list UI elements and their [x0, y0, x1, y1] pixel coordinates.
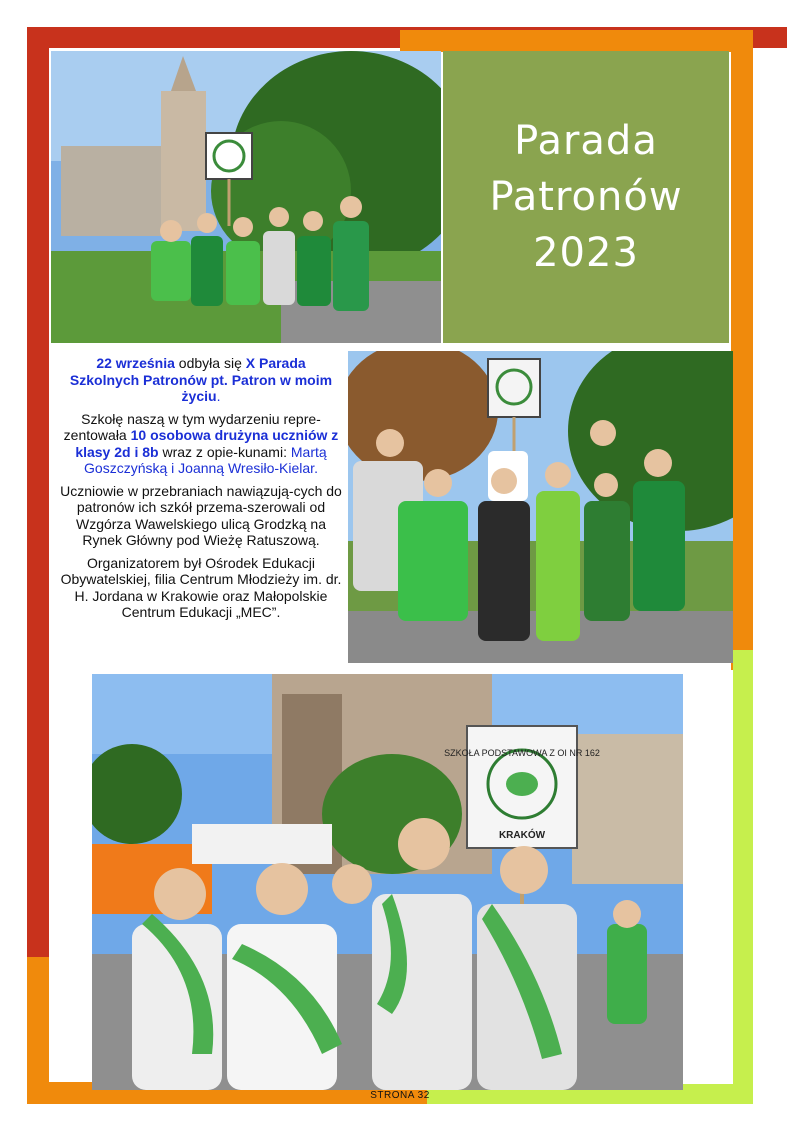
title-line-1: Parada — [514, 118, 658, 164]
frame-bar-orange-top — [400, 30, 752, 52]
article-paragraph-route: Uczniowie w przebraniach nawiązują-cych do patronów ich szkół przema-szerowali od Wzgórza Wawelskiego ulicą Grodzką na Rynek Główny pod Wieżę Ratuszową. — [60, 482, 342, 548]
event-date: 22 września — [96, 355, 175, 371]
frame-bar-orange-right — [731, 30, 753, 670]
teacher-names: Martą Goszczyńską i Joanną Wresiło-Kielar. — [84, 443, 327, 476]
article-paragraph-team — [60, 411, 342, 477]
team-connector: wraz z opie-kunami: — [158, 443, 291, 460]
photo-students-sign — [348, 351, 733, 663]
photo-group-church — [51, 51, 441, 343]
team-intro: Szkołę naszą w tym wydarzeniu repre-zentowała — [63, 410, 321, 443]
frame-bar-lime-right — [733, 650, 753, 1104]
title-box — [443, 51, 729, 343]
event-name: X Parada Szkolnych Patronów pt. Patron w moim życiu — [69, 355, 333, 404]
sign-city: KRAKÓW — [498, 830, 546, 841]
intro-connector: odbyła się — [174, 355, 246, 371]
article-paragraph-intro — [60, 355, 342, 405]
sign-arc-text: SZKOŁA PODSTAWOWA Z OI NR 162 — [444, 748, 600, 758]
article-paragraph-organizer: Organizatorem był Ośrodek Edukacji Obywatelskiej, filia Centrum Młodzieży im. dr. H. Jordana w Krakowie oraz Małopolskie Centrum Edukacji „MEC”. — [60, 554, 342, 620]
article-text — [60, 355, 342, 627]
frame-bar-red-left — [27, 27, 49, 957]
title-line-2: Patronów — [489, 174, 683, 220]
team-description: 10 osobowa drużyna uczniów z klasy 2d i 8b — [75, 427, 339, 460]
page-number: STRONA 32 — [370, 1090, 430, 1101]
title-line-3: 2023 — [533, 230, 639, 276]
photo-market-square — [92, 674, 683, 1090]
intro-end: . — [216, 388, 221, 404]
